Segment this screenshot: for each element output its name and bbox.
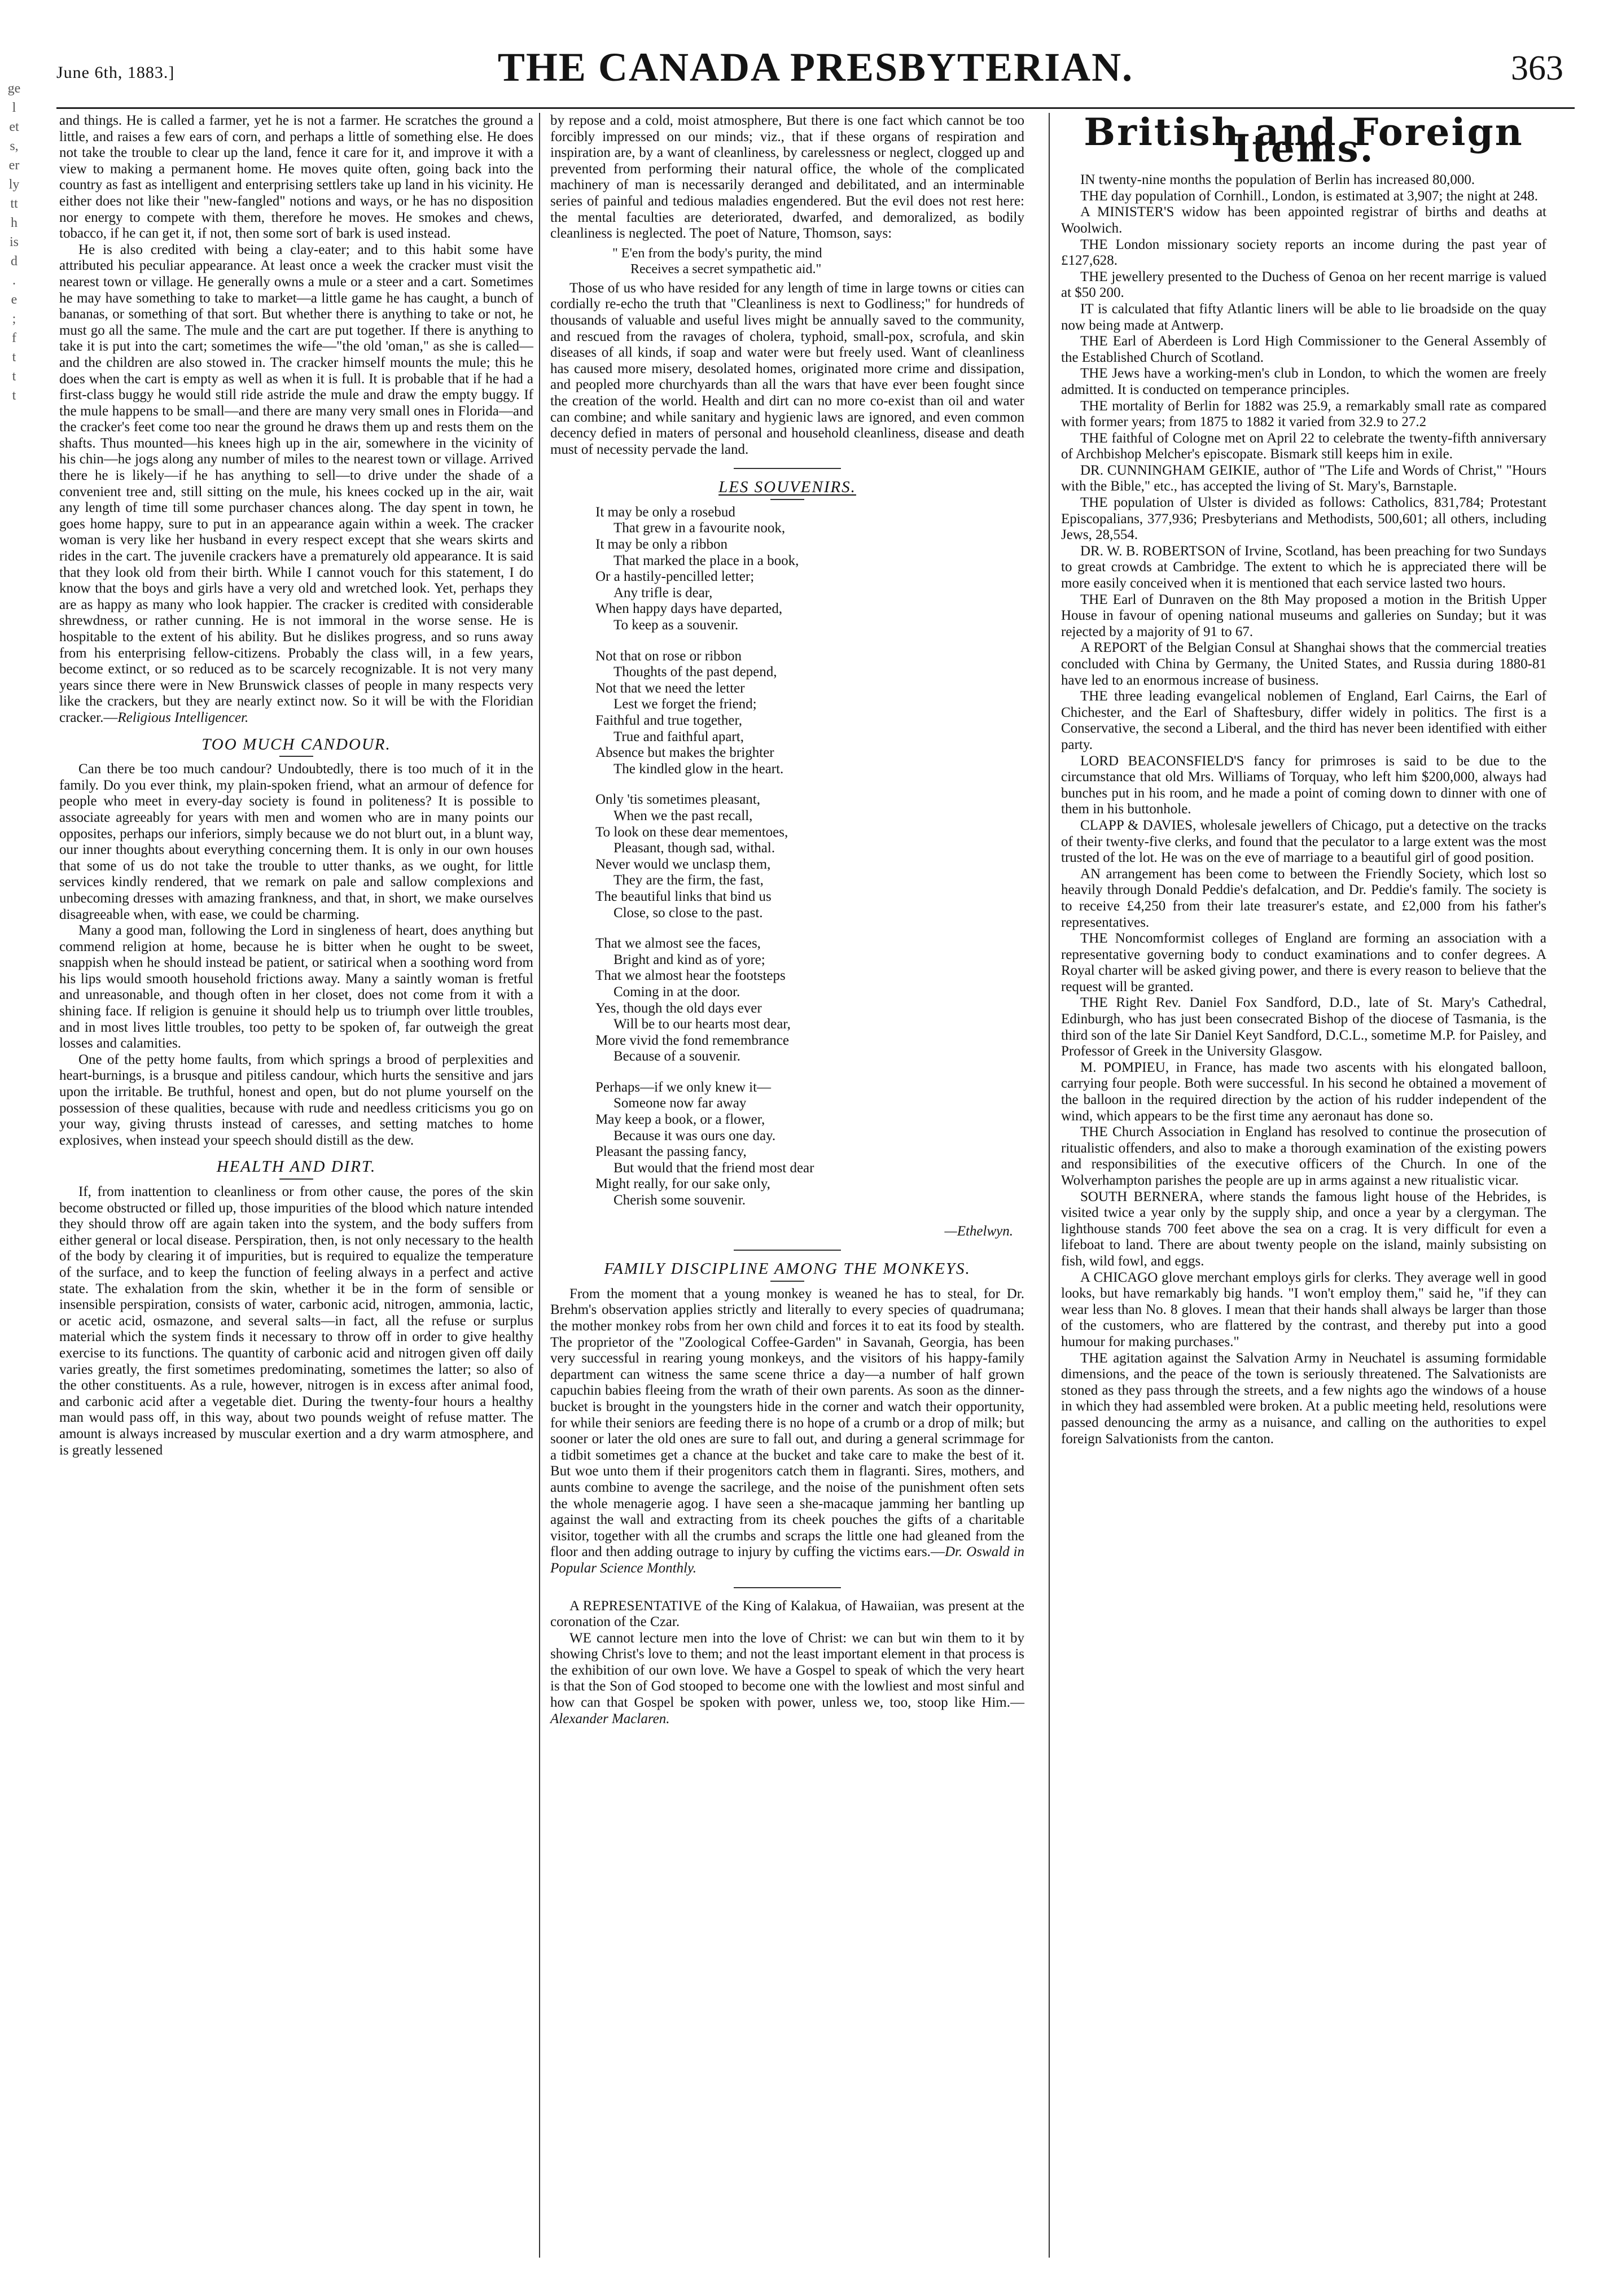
news-item: THE Noncomformist colleges of England are forming an association with a representative governing body to conduct examinations and to confer degrees. A Royal charter will be asked giving power, and there is every reason to believe that the request will be granted. [1061, 931, 1546, 994]
title-rule [770, 499, 804, 500]
section-rule [734, 1250, 841, 1251]
poem-line: Someone now far away [613, 1096, 747, 1111]
header-rule [56, 107, 1575, 109]
article-text: WE cannot lecture men into the love of Christ: we can but win them to it by showing Christ's love to them; and not the least important element in that process is the exhibition of our own love. We have a Gospel to speak of which the very heart is that the Son of God stooped to become one with the lowliest and most sinful and how can that Gospel be spoken with power, unless we, too, stoop like Him.— [550, 1630, 1024, 1711]
margin-fragment: h [11, 216, 17, 230]
news-item: IN twenty-nine months the population of Berlin has increased 80,000. [1080, 172, 1475, 188]
poem-stanza [595, 792, 1024, 921]
poem-line: That marked the place in a book, [613, 553, 799, 568]
poem-line: The beautiful links that bind us [595, 888, 772, 904]
poem-line: Never would we unclasp them, [595, 856, 771, 872]
cracker-text: He is also credited with being a clay-eater; and to this habit some have attributed his peculiar appearance. At least once a week the cracker must visit the nearest town or village. He generally owns a mule or a steer and a cart. Sometimes he may have something to take to market—a little game he has caught, a bunch of bananas, or something of that sort. But whether there is anything to take or not, he must go all the same. The mule and the cart are put together. If there is anything to take it is put into the cart; sometimes the wife—"the old 'oman," as she is called—and the children are also stowed in. The cracker himself mounts the mule; this he does when the cart is empty as well as when it is full. It is probable that if he had a first-class buggy he would still ride astride the mule and draw the empty buggy. If the mule happens to be small—and there are many very small ones in Florida—and the cracker's feet come too near the ground he draws them up and rests them on the shafts. Thus mounted—his knees high up in the air, somewhere in the vicinity of his chin—he jogs along any number of miles to the nearest town or village. Arrived there he is likely—if he has anything to sell—to drive under the shade of a convenient tree and, still sitting on the mule, his knees cocked up in the air, wait any length of time till some purchaser chances along. The day spent in town, he goes home happy, sure to put in an appearance again within a week. The cracker woman is very like her husband in every respect except that she wears skirts and rides in the cart. The juvenile crackers have a prematurely old appearance. It is said that they look old from their birth. While I cannot vouch for this statement, I do know that the boys and girls have a very old and wretched look. Yet, perhaps they are as happy as many who look happier. The cracker is credited with considerable shrewdness, or rather cunning. He is not immoral in the worse sense. He is hospitable to the extent of his ability. But he dislikes progress, and so runs away from his enterprising fellow-citizens. Probably the class will, in a few years, become extinct, or so reduced as to be scarcely recognizable. It is not very many years since there were in New Brunswick classes of people in many respects very like the crackers, but they are nearly extinct now. So it will be with the Floridian cracker.— [59, 242, 533, 725]
poem-line: That we almost hear the footsteps [595, 968, 786, 984]
poem-line: The kindled glow in the heart. [613, 761, 784, 777]
article-title: FAMILY DISCIPLINE AMONG THE MONKEYS. [604, 1260, 971, 1278]
poem-line: Only 'tis sometimes pleasant, [595, 792, 760, 808]
poem-line: Because it was ours one day. [613, 1128, 776, 1143]
news-item: THE three leading evangelical noblemen of England, Earl Cairns, the Earl of Chichester, and the Earl of Shaftesbury, differ widely in politics. The first is a Conservative, the second a Liberal, and the third has never been identified with either party. [1061, 689, 1546, 752]
margin-fragment: f [12, 331, 16, 345]
poem-line: True and faithful apart, [613, 729, 744, 744]
title-rule [770, 1281, 804, 1282]
margin-fragment: t [12, 369, 16, 384]
article-paragraph: A REPRESENTATIVE of the King of Kalakua, of Hawaiian, was present at the coronation of the Czar. [550, 1598, 1024, 1630]
poem-stanza [595, 649, 1024, 778]
poem-line: Not that we need the letter [595, 680, 745, 696]
margin-fragments [0, 79, 28, 643]
article-paragraph: Can there be too much candour? Undoubtedly, there is too much of it in the family. Do you ever think, my plain-spoken friend, what an armour of defence for people who meet in every-day society is found in politeness? It is possible to associate agreeably for years with men and women who are in many points our opposites, perhaps our inferiors, simply because we do not blurt out, in a blunt way, our inner thoughts about everything concerning them. It is only in our own houses that some of us do not take the trouble to utter thanks, as we ought, for little services kindly rendered, that we remark on pale and sallow complexions and unbecoming dresses with amazing frankness, and that, in short, we make ourselves disagreeable when, with ease, we could be charming. [59, 761, 533, 922]
poem-line: Cherish some souvenir. [613, 1193, 746, 1208]
poem-line: That we almost see the faces, [595, 936, 761, 952]
margin-fragment: ge [7, 81, 21, 96]
article-paragraph: If, from inattention to cleanliness or from other cause, the pores of the skin become obstructed or filled up, those impurities of the blood which nature intended they should throw off are again taken into the system, and the body suffers from either general or local disease. Perspiration, then, is not only necessary to the health of the body by clearing it of impurities, but is required to equalize the temperature of the surface, and to keep the function of feeling always in a perfect and active state. The exhalation from the skin, whether it be in the form of sensible or insensible perspiration, consists of water, carbonic acid, nitrogen, ammonia, lactic, or acetic acid, osmazone, and several salts—in fact, all the refuse or surplus material which the system finds it necessary to throw off in order to give healthy exercise to its functions. The quantity of carbonic acid and nitrogen given off daily varies greatly, the first sometimes predominating, sometimes the latter; so also of the other constituents. As a rule, however, nitrogen is in excess after animal food, and carbonic acid after a vegetable diet. During the twenty-four hours a healthy man would pass off, in this way, about two pounds weight of refuse matter. The amount is always increased by muscular exertion and a dry warm atmosphere, and is greatly lessened [59, 1184, 533, 1458]
margin-fragment: ; [12, 312, 16, 326]
news-item: SOUTH BERNERA, where stands the famous light house of the Hebrides, is visited twice a year only by the supply ship, and once a year by a clergyman. The lighthouse stands 700 feet above the sea on a crag. It is very difficult for even a lifeboat to land. There are about twenty people on the island, mainly subsisting on fish, wild fowl, and eggs. [1061, 1189, 1546, 1269]
news-item: THE Earl of Dunraven on the 8th May proposed a motion in the British Upper House in favour of opening national museums and galleries on Sunday; but it was rejected by a majority of 91 to 67. [1061, 591, 1546, 639]
poem-line: To keep as a souvenir. [613, 617, 739, 633]
poem-line: Will be to our hearts most dear, [613, 1016, 791, 1032]
quote-line: Receives a secret sympathetic aid." [630, 261, 822, 277]
article-source: Religious Intelligencer. [117, 709, 249, 725]
margin-fragment: et [9, 120, 19, 134]
poem-line: Faithful and true together, [595, 713, 743, 728]
section-title: British and Foreign Items. [1084, 110, 1524, 170]
poem-line: They are the firm, the fast, [613, 873, 764, 888]
poem-line: Absence but makes the brighter [595, 745, 774, 761]
news-item: THE jewellery presented to the Duchess of Genoa on her recent marrige is valued at $50 200. [1061, 269, 1546, 301]
poem-line: Or a hastily-pencilled letter; [595, 569, 755, 585]
news-item: A MINISTER'S widow has been appointed registrar of births and deaths at Woolwich. [1061, 204, 1546, 236]
poem-author: —Ethelwyn. [944, 1223, 1013, 1239]
news-item: THE Jews have a working-men's club in London, to which the women are freely admitted. It is conducted on temperance principles. [1061, 366, 1546, 397]
section-rule [734, 468, 841, 469]
poem-line: Not that on rose or ribbon [595, 648, 742, 664]
poem-line: Lest we forget the friend; [613, 696, 757, 712]
news-item: THE London missionary society reports an income during the past year of £127,628. [1061, 236, 1546, 269]
news-item: THE Earl of Aberdeen is Lord High Commissioner to the General Assembly of the Established Church of Scotland. [1061, 334, 1546, 365]
poem-line: Might really, for our sake only, [595, 1176, 770, 1192]
news-item: AN arrangement has been come to between the Friendly Society, which lost so heavily through Donald Peddie's defalcation, and Dr. Peddie's family. The society is to receive £4,250 from their late treasurer's estate, and £2,000 from his father's representatives. [1061, 866, 1546, 930]
poem-line: Because of a souvenir. [613, 1049, 740, 1064]
news-item: A CHICAGO glove merchant employs girls for clerks. They average well in good looks, but have remarkably big hands. "I won't employ them," said he, "if they can wear less than No. 8 gloves. I mean that their hands shall always be larger than those of the customers, who are flattered by the contrast, and thereby put into a good humour for making purchases." [1061, 1269, 1546, 1349]
article-source: Dr. Oswald in Popular Science Monthly. [550, 1544, 1024, 1576]
news-item: THE Church Association in England has resolved to continue the prosecution of ritualistic offenders, and also to make a thorough examination of the existing powers and responsibilities of the executive officers of the Church. In one of the Wolverhampton parishes the people are up in arms against a new ritualistic vicar. [1061, 1124, 1546, 1188]
margin-fragment: d [11, 254, 17, 269]
article-paragraph: Those of us who have resided for any length of time in large towns or cities can cordially re-echo the truth that "Cleanliness is next to Godliness;" for hundreds of thousands of valuable and useful lives might be annually saved to the community, and rescued from the ravages of cholera, typhoid, small-pox, scrofula, and skin diseases of all kinds, if soap and water were but freely used. Want of cleanliness has caused more misery, desolated homes, originated more crime and dissipation, and peopled more churchyards than all the wars that have ever been fought since the creation of the world. Health and dirt can no more co-exist than oil and water can combine; and while sanitary and hygienic laws are ignored, and even common decency defied in maters of personal and household cleanliness, disease and death must of necessity pervade the land. [550, 280, 1024, 457]
news-item: DR. CUNNINGHAM GEIKIE, author of "The Life and Words of Christ," "Hours with the Bible," etc., has accepted the living of St. Mary's, Barnstaple. [1061, 462, 1546, 494]
poem-line: Perhaps—if we only knew it— [595, 1079, 772, 1095]
poem-line: But would that the friend most dear [613, 1160, 814, 1176]
column-1 [59, 113, 533, 1458]
poem-line: It may be only a ribbon [595, 537, 728, 553]
column-3 [1061, 110, 1546, 1447]
margin-fragment: ly [8, 177, 20, 192]
column-rule [539, 113, 540, 2258]
article-title: TOO MUCH CANDOUR. [201, 735, 391, 753]
poem-line: Any trifle is dear, [613, 585, 713, 601]
poem-line: It may be only a rosebud [595, 504, 735, 520]
poem-title [550, 479, 1024, 496]
news-item: CLAPP & DAVIES, wholesale jewellers of Chicago, put a detective on the tracks of their twenty-five clerks, and found that the peculator to a large extent was the most trusted of the lot. He was on the eve of marriage to a beautiful girl of good position. [1061, 817, 1546, 866]
margin-fragment: is [9, 235, 19, 249]
article-paragraph [550, 1286, 1024, 1577]
section-rule [734, 1587, 841, 1588]
poem-line: That grew in a favourite nook, [613, 520, 786, 536]
news-item: THE mortality of Berlin for 1882 was 25.9, a remarkably small rate as compared with former years; from 1875 to 1882 it varied from 32.9 to 27.2 [1061, 398, 1546, 430]
news-item: THE faithful of Cologne met on April 22 to celebrate the twenty-fifth anniversary of Archbishop Melcher's episcopate. Bismark still keeps him in exile. [1061, 430, 1546, 462]
poem-line: Yes, though the old days ever [595, 1000, 762, 1016]
news-item: DR. W. B. ROBERTSON of Irvine, Scotland, has been preaching for two Sundays to great crowds at Cambridge. The extent to which he is appreciated there will be more easily conceived when it is mentioned that each service lasted two hours. [1061, 543, 1546, 591]
poem [550, 505, 1024, 1209]
margin-fragment: t [12, 350, 16, 365]
poem-stanza [595, 1080, 1024, 1209]
quote-line: " E'en from the body's purity, the mind [612, 246, 822, 261]
title-rule [279, 1178, 313, 1180]
poem-line: Thoughts of the past depend, [613, 664, 777, 680]
poem-line: To look on these dear mementoes, [595, 824, 788, 840]
margin-fragment: l [12, 100, 16, 115]
poem-line: Pleasant, though sad, withal. [613, 840, 775, 856]
page-header [56, 33, 1575, 106]
title-rule [279, 756, 313, 757]
news-item: M. POMPIEU, in France, has made two ascents with his elongated balloon, carrying four people. Both were successful. In his second he obtained a movement of the balloon in the required direction by the action of his rudder independent of the wind, which appears to be the first time any aeronaut has done so. [1061, 1059, 1546, 1124]
poem-line: Close, so close to the past. [613, 905, 763, 921]
cracker-paragraph: and things. He is called a farmer, yet he is not a farmer. He scratches the ground a little, and raises a few ears of corn, and perhaps a little of something else. He does not take the trouble to clear up the land, fence it care for it, and improve it with a view to making a permanent home. He moves quite often, going back into the country as fast as intelligent and enterprising settlers take up land in his vicinity. He either does not like their "new-fangled" notions and ways, or he has no disposition nor energy to compete with them, therefore he moves. He smokes and chews, tobacco, if he can get it, if not, then some sort of bark is used instead. [59, 113, 533, 242]
news-item: IT is calculated that fifty Atlantic liners will be able to lie broadside on the quay now being made at Antwerp. [1061, 301, 1546, 333]
news-items [1061, 172, 1546, 1447]
poem-line: Coming in at the door. [613, 984, 740, 1000]
column-2 [550, 113, 1024, 1727]
article-source: Alexander Maclaren. [550, 1711, 670, 1727]
poem-line: Bright and kind as of yore; [613, 952, 765, 967]
poem-line: May keep a book, or a flower, [595, 1112, 765, 1128]
article-paragraph: by repose and a cold, moist atmosphere, But there is one fact which cannot be too forcibly impressed on our minds; viz., that if these organs of respiration and inspiration are, by a want of cleanliness, by carelessness or neglect, clogged up and prevented from performing their natural office, the whole of the complicated machinery of man is necessarily deranged and debilitated, and an interminable series of painful and tedious maladies engendered. But the evil does not rest here: the mental faculties are deteriorated, dwarfed, and demoralized, as bodily cleanliness is neglected. The poet of Nature, Thomson, says: [550, 113, 1024, 242]
poem-line: When happy days have departed, [595, 601, 783, 617]
margin-fragment: er [8, 158, 20, 173]
poem-stanza [595, 505, 1024, 634]
page-number: 363 [1511, 49, 1563, 87]
issue-date: June 6th, 1883.] [56, 63, 175, 82]
poem-title-text: LES SOUVENIRS. [718, 478, 856, 497]
poem-line: Pleasant the passing fancy, [595, 1144, 747, 1160]
article-text: From the moment that a young monkey is weaned he has to steal, for Dr. Brehm's observation applies strictly and literally to every species of quadrumana; the mother monkey robs from her own child and forces it to eat its food by stealth. The proprietor of the "Zoological Coffee-Garden" in Savanah, Georgia, has been very successful in rearing young monkeys, and the visitors of his happy-family department can witness the same scene thrice a day—a number of half grown capuchin babies fleeing from the wrath of their own parents. As soon as the dinner-bucket is brought in the youngsters hide in the corner and watch their opportunity, for while their seniors are feeding there is no hope of a crumb or a drop of milk; but sooner or later the old ones are sure to fall out, and during a general scrimmage for a tidbit sometimes get a chance at the bucket and take care to make the best of it. But woe unto them if their progenitors catch them in flagranti. Sires, mothers, and aunts combine to avenge the sacrilege, and the noise of the punishment often sets the whole menagerie agog. I have seen a she-macaque jamming her bantling up against the wall and extracting from its cheek pouches the gifts of a charitable visitor, together with all the crumbs and scraps the little one had gleaned from the floor and then adding outrage to injury by cuffing the victims ears.— [550, 1286, 1024, 1560]
newspaper-title: THE CANADA PRESBYTERIAN. [497, 45, 1134, 90]
article-paragraph [550, 1631, 1024, 1728]
article-title: HEALTH AND DIRT. [216, 1158, 376, 1176]
margin-fragment: s, [10, 139, 19, 154]
article-paragraph: Many a good man, following the Lord in singleness of heart, does anything but commend religion at home, because he is bitter when he ought to be sweet, snappish when he should instead be patient, or satirical when a soothing word from his lips would smooth household frictions away. Many a saintly woman is fretful and unreasonable, and though often in her closet, does not come from it with a shining face. If religion is genuine it should help us to triumph over little troubles, and in most lives little troubles, too petty to be spoken of, far outweigh the great losses and calamities. [59, 923, 533, 1051]
news-item: THE agitation against the Salvation Army in Neuchatel is assuming formidable dimensions, and the peace of the town is seriously threatened. The Salvationists are stoned as they pass through the streets, and a few nights ago the windows of a house in which they had assembled were broken. At a public meeting held, resolutions were passed denouncing the army as a nuisance, and calling on the authorities to expel foreign Salvationists from the canton. [1061, 1350, 1546, 1447]
poem-quote [550, 246, 1024, 277]
news-item: THE Right Rev. Daniel Fox Sandford, D.D., late of St. Mary's Cathedral, Edinburgh, who has just been consecrated Bishop of the diocese of Tasmania, is the third son of the late Sir Daniel Keyt Sandford, D.C.L., sometime M.P. for Paisley, and Professor of Greek in the University Glasgow. [1061, 995, 1546, 1059]
article-paragraph: One of the petty home faults, from which springs a brood of perplexities and heart-burnings, is a brusque and pitiless candour, which hurts the sensitive and jars upon the irritable. Be truthful, honest and open, but do not plume yourself on the possession of these qualities, because with rude and needless criticisms you go on your way, giving thrusts instead of caresses, and setting matches to home explosives, when instead your speech should distill as the dew. [59, 1051, 533, 1148]
news-item: LORD BEACONSFIELD'S fancy for primroses is said to be due to the circumstance that old Mrs. Williams of Torquay, who left him $200,000, always had bunches put in his room, and he made a point of coming down to dinner with one of them in his buttonhole. [1061, 753, 1546, 817]
poem-line: More vivid the fond remembrance [595, 1032, 789, 1048]
margin-fragment: t [12, 388, 16, 403]
margin-fragment: tt [10, 196, 18, 211]
news-item: A REPORT of the Belgian Consul at Shanghai shows that the commercial treaties concluded with China by Germany, the United States, and Russia during 1880-81 have led to an enormous increase of business. [1061, 640, 1546, 688]
news-item: THE day population of Cornhill., London, is estimated at 3,907; the night at 248. [1080, 188, 1538, 204]
poem-stanza [595, 936, 1024, 1065]
poem-line: When we the past recall, [613, 808, 753, 823]
news-item: THE population of Ulster is divided as follows: Catholics, 831,784; Protestant Episcopalians, 377,936; Presbyterians and Methodists, 500,601; all others, including Jews, 28,554. [1061, 495, 1546, 543]
margin-fragment: . [12, 273, 16, 288]
column-rule [1049, 113, 1050, 2258]
cracker-paragraph [59, 242, 533, 726]
margin-fragment: e [11, 292, 17, 307]
